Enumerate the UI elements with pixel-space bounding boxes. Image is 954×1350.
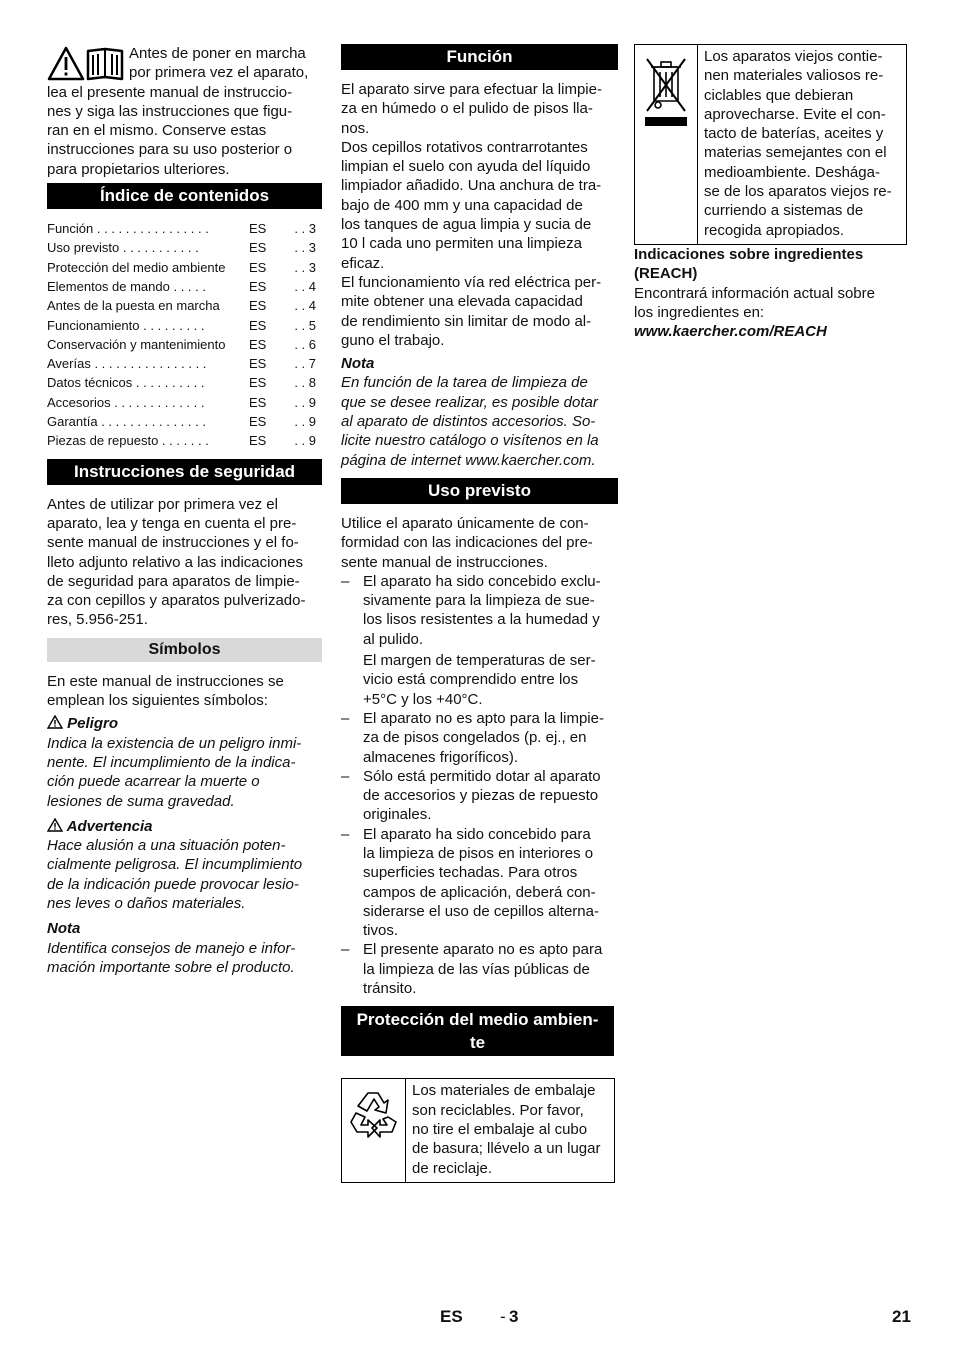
funcion-line: los tanques de agua limpia y sucia de (341, 216, 592, 234)
intro-line: nes y siga las instrucciones que figu- (47, 102, 293, 120)
recycle-line: de basura; llévelo a un lugar (412, 1140, 601, 1158)
warning-line: cialmente peligrosa. El incumplimiento (47, 856, 303, 874)
symbols-intro-line: En este manual de instrucciones se (47, 672, 284, 690)
note-line: Identifica consejos de manejo e infor- (47, 939, 296, 957)
toc-entry-title (47, 316, 249, 335)
intro-line: instrucciones para su uso posterior o (47, 141, 293, 159)
recycle-line: de reciclaje. (412, 1159, 493, 1177)
toc-title-text: Protección del medio ambiente (47, 259, 226, 275)
uso-intro-line: sente manual de instrucciones. (341, 553, 548, 571)
safety-line: de seguridad para aparatos de limpie- (47, 572, 300, 590)
safety-line: za con cepillos y aparatos pulverizado- (47, 592, 306, 610)
toc-entry-title (47, 412, 249, 431)
toc-row[interactable] (47, 258, 322, 277)
intro-icons (47, 46, 125, 82)
safety-line: lleto adjunto relativo a las indicaciones (47, 553, 303, 571)
uso-sub-line: El margen de temperaturas de ser- (363, 652, 596, 670)
toc-title-text: Elementos de mando (47, 278, 170, 294)
toc-entry-page: . . 3 (294, 259, 316, 275)
column-left (47, 44, 322, 977)
toc-title-text: Datos técnicos (47, 375, 133, 391)
uso-item-line: campos de aplicación, deberá con- (363, 883, 596, 901)
note-label: Nota (47, 920, 81, 938)
toc-entry-page: . . 8 (294, 375, 316, 391)
reach-heading-line: (REACH) (634, 265, 698, 283)
uso-item-line: al pulido. (363, 630, 424, 648)
weee-box (634, 44, 907, 245)
toc-entry-title (47, 238, 249, 257)
toc-entry-lang: ES (249, 259, 267, 275)
toc-entry-lang: ES (249, 414, 267, 430)
toc-leader-dots: . . . . . (169, 278, 206, 294)
uso-item-line: siderarse el uso de cepillos alterna- (363, 902, 599, 920)
toc-entry-title (47, 393, 249, 412)
toc-title-text: Accesorios (47, 394, 111, 410)
note-text (47, 939, 322, 978)
toc-row[interactable] (47, 431, 322, 450)
funcion-paragraph-3 (341, 273, 618, 350)
safety-line: sente manual de instrucciones y el fo- (47, 534, 299, 552)
danger-line: ción puede acarrear la muerte o (47, 773, 260, 791)
medio-heading-line: Protección del medio ambien- (356, 1010, 599, 1030)
toc-entry-lang: ES (249, 336, 267, 352)
toc-entry-lang: ES (249, 356, 267, 372)
uso-list (341, 572, 618, 999)
toc-row[interactable] (47, 412, 322, 431)
warning-label-text: Advertencia (66, 817, 153, 835)
footer-section-page: 3 (509, 1307, 519, 1326)
symbols-heading: Símbolos (47, 638, 322, 662)
intro-line: ran en el mismo. Conserve estas (47, 122, 267, 140)
funcion-line: bajo de 400 mm y una capacidad de (341, 196, 583, 214)
uso-item-line: – El aparato ha sido concebido para (363, 825, 591, 843)
warning-line: nes leves o daños materiales. (47, 894, 246, 912)
recycle-line: son reciclables. Por favor, (412, 1101, 584, 1119)
uso-item-line: – El aparato ha sido concebido exclu- (363, 572, 601, 590)
intro-block (47, 44, 322, 179)
weee-icon-cell (635, 45, 698, 244)
note-line: mación importante sobre el producto. (47, 958, 295, 976)
weee-line: materias semejantes con el (704, 144, 887, 162)
funcion-note-line: licite nuestro catálogo o visítenos en la (341, 432, 599, 450)
toc-entry-page: . . 5 (294, 317, 316, 333)
toc-entry-lang: ES (249, 240, 267, 256)
reach-body-line: los ingredientes en: (634, 303, 765, 321)
uso-item-line: tivos. (363, 922, 399, 940)
uso-item-line: – El presente aparato no es apto para (363, 941, 603, 959)
safety-text (47, 495, 322, 630)
reach-link[interactable]: www.kaercher.com/REACH (634, 323, 827, 341)
funcion-line: mite obtener una elevada capacidad (341, 293, 583, 311)
toc-leader-dots: . . . . . . . . . . . (119, 240, 199, 256)
weee-line: aprovecharse. Evite el con- (704, 105, 886, 123)
uso-item-line: tránsito. (363, 980, 417, 998)
reach-heading (634, 245, 907, 284)
funcion-line: de rendimiento sin limitar de modo al- (341, 312, 592, 330)
reach-heading-line: Indicaciones sobre ingredientes (634, 245, 864, 263)
funcion-line: limpiador añadido. Una anchura de tra- (341, 177, 602, 195)
footer-page-number: 21 (892, 1307, 911, 1326)
warning-label (47, 817, 322, 836)
column-right (634, 44, 907, 341)
toc-title-text: Averías (47, 356, 91, 372)
recycle-box (341, 1078, 615, 1182)
intro-line: Antes de poner en marcha (129, 45, 306, 62)
warning-triangle-small-icon (47, 818, 63, 832)
toc-entry-lang: ES (249, 298, 267, 314)
funcion-note-line: En función de la tarea de limpieza de (341, 374, 588, 392)
toc-entry-page: . . 7 (294, 356, 316, 372)
uso-intro (341, 514, 618, 572)
toc-leader-dots: . . . . . . . . . . . . . . . . (90, 356, 207, 372)
footer-language: ES (440, 1307, 463, 1326)
toc-title-text: Conservación y mantenimiento (47, 336, 226, 352)
crossed-bin-icon (641, 53, 691, 131)
reach-body-line: Encontrará información actual sobre (634, 284, 875, 302)
medio-heading (341, 1006, 614, 1056)
toc-entry-title (47, 296, 249, 315)
column-middle (341, 44, 618, 1183)
toc-entry-page: . . 6 (294, 336, 316, 352)
uso-list-item (341, 940, 618, 998)
toc-title-text: Antes de la puesta en marcha (47, 298, 220, 314)
toc-leader-dots: . . . . . . . . . . . . . . . (97, 414, 206, 430)
funcion-line: eficaz. (341, 254, 385, 272)
toc-title-text: Garantía (47, 414, 98, 430)
weee-line: se de los aparatos viejos re- (704, 183, 892, 201)
warning-line: Hace alusión a una situación poten- (47, 837, 286, 855)
warning-line: de la indicación puede provocar lesio- (47, 875, 299, 893)
uso-item-line: de accesorios y piezas de repuesto (363, 787, 599, 805)
toc-entry-page: . . 9 (294, 394, 316, 410)
toc-leader-dots: . . . . . . . . . . (132, 375, 205, 391)
toc-title-text: Funcionamiento (47, 317, 140, 333)
uso-item-line: za de pisos congelados (p. ej., en (363, 729, 587, 747)
recycle-line: no tire el embalaje al cubo (412, 1120, 588, 1138)
toc-entry-title (47, 277, 249, 296)
uso-sub-line: vicio está comprendido entre los (363, 671, 579, 689)
toc-entry-page: . . 4 (294, 278, 316, 294)
toc-entry-page: . . 4 (294, 298, 316, 314)
weee-line: recogida apropiados. (704, 221, 845, 239)
uso-list-item (341, 825, 618, 941)
toc-table (47, 219, 322, 451)
toc-row[interactable] (47, 316, 322, 335)
toc-entry-title (47, 431, 249, 450)
danger-label-text: Peligro (67, 715, 119, 733)
toc-entry-title (47, 354, 249, 373)
danger-line: lesiones de suma gravedad. (47, 792, 235, 810)
funcion-note-line: que se desee realizar, es posible dotar (341, 393, 598, 411)
symbols-intro (47, 672, 322, 711)
recycle-icon (348, 1087, 400, 1141)
toc-leader-dots: . . . . . . . . . . . . . (110, 394, 205, 410)
uso-sub-line: +5°C y los +40°C. (363, 690, 483, 708)
uso-item-line: sivamente para la limpieza de sue- (363, 592, 595, 610)
uso-item-line: almacenes frigoríficos). (363, 748, 519, 766)
recycle-line: Los materiales de embalaje (412, 1082, 596, 1100)
weee-line: ciclables que debieran (704, 86, 854, 104)
intro-line: por primera vez el aparato, (129, 64, 309, 82)
toc-entry-title (47, 258, 249, 277)
toc-row[interactable] (47, 354, 322, 373)
uso-item-line: la limpieza de pisos en interiores o (363, 844, 594, 862)
medio-heading-line: te (469, 1033, 486, 1053)
toc-leader-dots: . . . . . . . . . (139, 317, 205, 333)
danger-line: nente. El incumplimiento de la indica- (47, 753, 296, 771)
warning-text (47, 836, 322, 913)
funcion-heading: Función (341, 44, 618, 70)
weee-line: nen materiales valiosos re- (704, 67, 884, 85)
toc-row[interactable] (47, 296, 322, 315)
toc-entry-page: . . 9 (294, 433, 316, 449)
uso-list-item (341, 572, 618, 649)
funcion-note-line: página de internet www.kaercher.com. (341, 451, 596, 469)
toc-row[interactable] (47, 219, 322, 238)
funcion-paragraph-1 (341, 80, 618, 138)
funcion-note-label: Nota (341, 355, 375, 373)
funcion-note-text (341, 373, 618, 469)
danger-line: Indica la existencia de un peligro inmi- (47, 734, 302, 752)
funcion-note-line: al aparato de distintos accesorios. So- (341, 413, 596, 431)
toc-entry-title (47, 335, 249, 354)
uso-item-line: – Sólo está permitido dotar al aparato (363, 767, 601, 785)
toc-row[interactable] (47, 373, 322, 392)
reach-body (634, 284, 907, 323)
toc-row[interactable] (47, 393, 322, 412)
funcion-line: 10 l cada uno permiten una limpieza (341, 235, 582, 253)
weee-line: tacto de baterías, aceites y (704, 125, 884, 143)
toc-row[interactable] (47, 238, 322, 257)
toc-entry-title (47, 373, 249, 392)
safety-line: aparato, lea y tenga en cuenta el pre- (47, 514, 297, 532)
uso-item-line: los lisos resistentes a la humedad y (363, 611, 600, 629)
weee-text (698, 45, 898, 244)
recycle-icon-cell (342, 1079, 406, 1181)
toc-entry-page: . . 9 (294, 414, 316, 430)
toc-heading: Índice de contenidos (47, 183, 322, 209)
funcion-line: Dos cepillos rotativos contrarrotantes (341, 138, 588, 156)
funcion-line: El funcionamiento vía red eléctrica per- (341, 273, 602, 291)
danger-text (47, 734, 322, 811)
funcion-line: guno el trabajo. (341, 331, 445, 349)
safety-line: res, 5.956-251. (47, 611, 148, 629)
toc-title-text: Piezas de repuesto (47, 433, 159, 449)
toc-entry-title (47, 219, 249, 238)
toc-entry-lang: ES (249, 433, 267, 449)
toc-title-text: Función (47, 221, 94, 237)
uso-intro-line: formidad con las indicaciones del pre- (341, 534, 593, 552)
danger-label (47, 714, 322, 733)
uso-item-line: superficies techadas. Para otros (363, 864, 578, 882)
uso-intro-line: Utilice el aparato únicamente de con- (341, 514, 589, 532)
weee-line: Los aparatos viejos contie- (704, 48, 883, 65)
toc-entry-lang: ES (249, 221, 267, 237)
funcion-line: nos. (341, 119, 370, 137)
footer-separator: - (500, 1307, 506, 1326)
recycle-text (406, 1079, 606, 1181)
safety-line: Antes de utilizar por primera vez el (47, 495, 278, 513)
warning-triangle-icon (49, 48, 83, 79)
intro-line: lea el presente manual de instruccio- (47, 83, 293, 101)
toc-title-text: Uso previsto (47, 240, 120, 256)
toc-entry-lang: ES (249, 317, 267, 333)
toc-entry-lang: ES (249, 394, 267, 410)
uso-list-item (341, 767, 618, 825)
manual-book-icon (88, 49, 122, 79)
funcion-line: za en húmedo o el pulido de pisos lla- (341, 100, 593, 118)
uso-item-line: – El aparato no es apto para la limpie- (363, 709, 604, 727)
symbols-intro-line: emplean los siguientes símbolos: (47, 692, 268, 710)
uso-item-subparagraph (341, 651, 618, 709)
toc-leader-dots: . . . . . . . . . . . . . . . . (93, 221, 209, 237)
safety-heading: Instrucciones de seguridad (47, 459, 322, 485)
danger-triangle-icon (47, 715, 63, 729)
funcion-line: El aparato sirve para efectuar la limpie- (341, 81, 602, 98)
uso-item-line: la limpieza de las vías públicas de (363, 960, 590, 978)
toc-row[interactable] (47, 335, 322, 354)
uso-item-line: originales. (363, 806, 432, 824)
toc-entry-page: . . 3 (294, 240, 316, 256)
weee-line: curriendo a sistemas de (704, 202, 864, 220)
uso-heading: Uso previsto (341, 478, 618, 504)
toc-entry-lang: ES (249, 375, 267, 391)
toc-leader-dots: . . . . . . . (158, 433, 209, 449)
funcion-paragraph-2 (341, 138, 618, 273)
toc-entry-page: . . 3 (294, 221, 316, 237)
weee-line: medioambiente. Deshága- (704, 163, 880, 181)
toc-entry-lang: ES (249, 278, 267, 294)
uso-list-item (341, 709, 618, 767)
toc-row[interactable] (47, 277, 322, 296)
funcion-line: limpian el suelo con ayuda del líquido (341, 158, 591, 176)
intro-line: para propietarios ulteriores. (47, 160, 230, 178)
